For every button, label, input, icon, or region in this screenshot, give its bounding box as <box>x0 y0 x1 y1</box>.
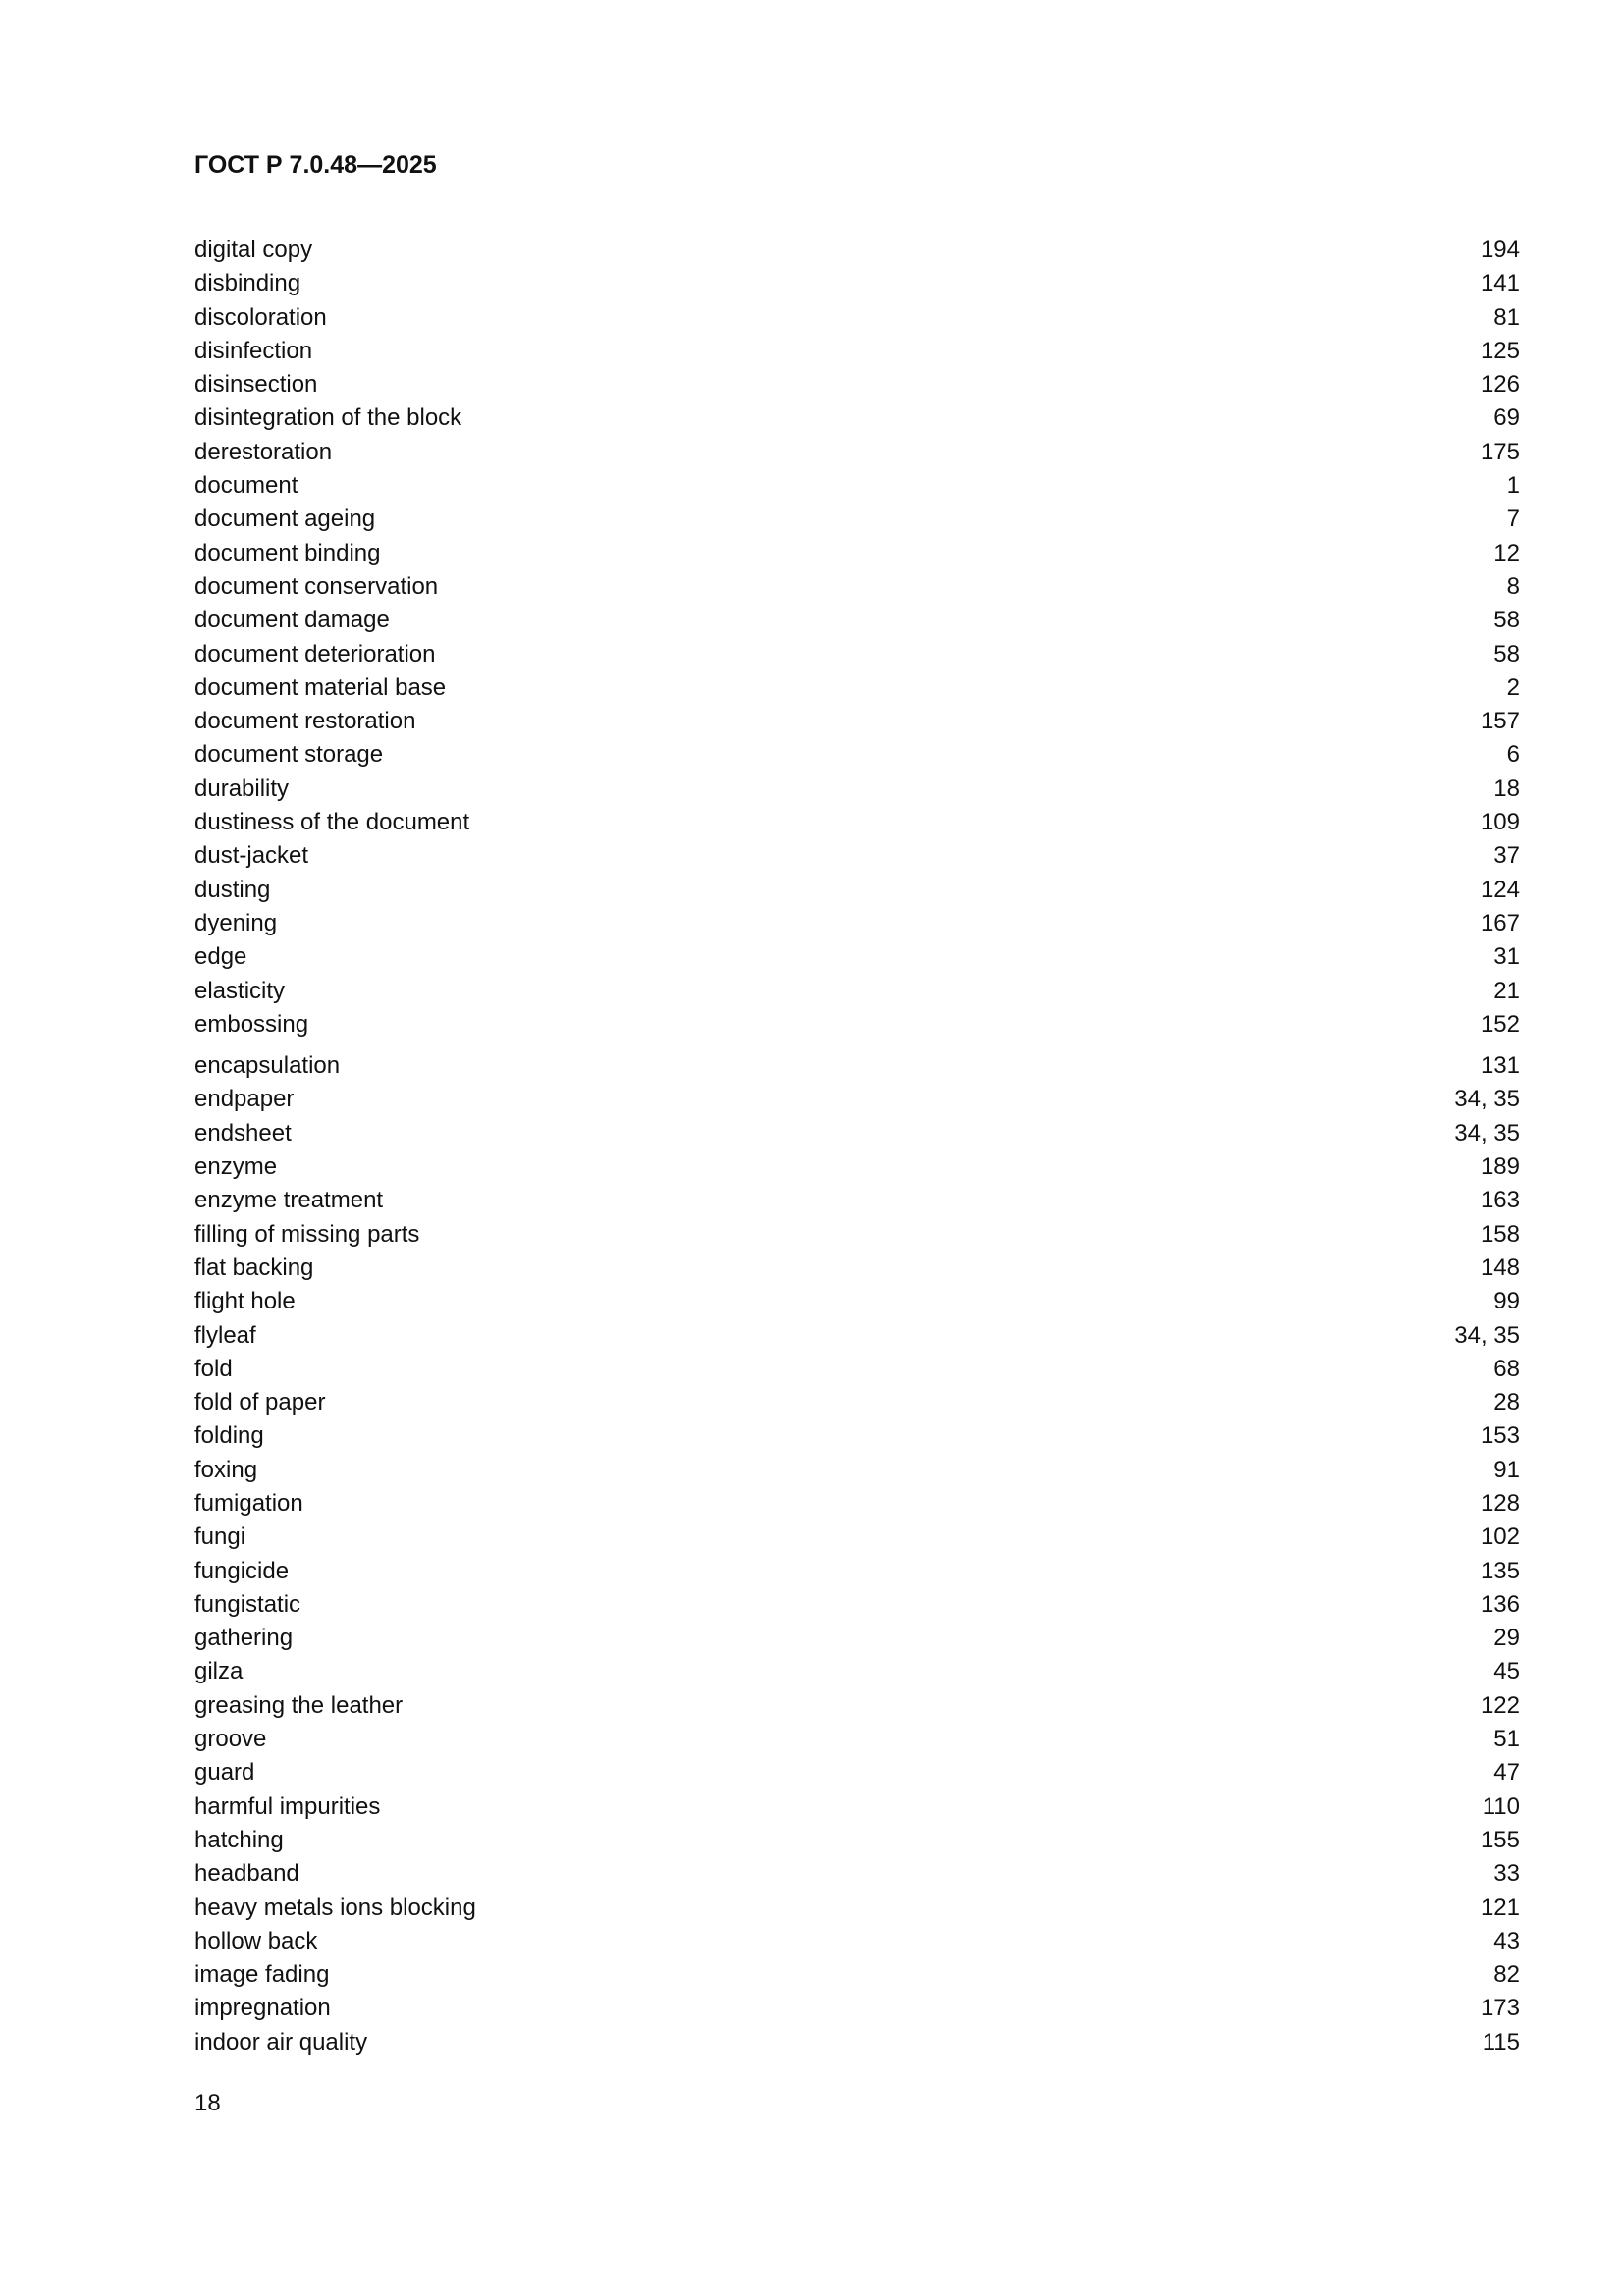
index-entry <box>194 874 1520 907</box>
index-entry <box>194 604 1520 637</box>
index-term-number: 102 <box>1480 1523 1520 1551</box>
index-entry <box>194 1049 1520 1083</box>
index-entry <box>194 940 1520 974</box>
index-term-number: 189 <box>1480 1153 1520 1181</box>
index-entry <box>194 1958 1520 1992</box>
index-entry <box>194 1184 1520 1217</box>
index-term: endpaper <box>194 1086 295 1113</box>
index-term-number: 12 <box>1493 539 1520 566</box>
index-term: flight hole <box>194 1288 296 1315</box>
index-term: document restoration <box>194 708 416 735</box>
index-entry <box>194 1353 1520 1386</box>
index-term-number: 51 <box>1493 1726 1520 1753</box>
index-term-number: 194 <box>1480 237 1520 263</box>
index-entry <box>194 234 1520 267</box>
index-term: discoloration <box>194 303 327 331</box>
index-entry <box>194 907 1520 940</box>
index-term-number: 163 <box>1480 1187 1520 1214</box>
index-term: guard <box>194 1759 255 1787</box>
index-term-number: 128 <box>1480 1489 1520 1517</box>
index-term-number: 152 <box>1480 1010 1520 1038</box>
index-term-number: 82 <box>1493 1961 1520 1989</box>
index-entry <box>194 503 1520 536</box>
index-term: disintegration of the block <box>194 404 462 432</box>
index-term-number: 81 <box>1493 303 1520 331</box>
index-term-number: 153 <box>1480 1422 1520 1450</box>
index-entry <box>194 638 1520 671</box>
index-term: digital copy <box>194 237 313 263</box>
index-term: enzyme treatment <box>194 1187 384 1214</box>
index-term: disinfection <box>194 337 313 364</box>
index-entry <box>194 1008 1520 1041</box>
index-entry <box>194 1723 1520 1756</box>
index-entry <box>194 1892 1520 1925</box>
index-entry <box>194 1285 1520 1318</box>
index-entry <box>194 1824 1520 1857</box>
index-term-number: 29 <box>1493 1625 1520 1652</box>
index-entry <box>194 1925 1520 1958</box>
index-term: hollow back <box>194 1927 318 1954</box>
index-term: endsheet <box>194 1119 292 1147</box>
index-entry <box>194 1588 1520 1622</box>
index-term-number: 141 <box>1480 270 1520 297</box>
index-entry <box>194 738 1520 772</box>
index-term-number: 68 <box>1493 1355 1520 1382</box>
term-index-list <box>194 234 1520 2059</box>
index-term-number: 28 <box>1493 1389 1520 1416</box>
index-entry <box>194 1622 1520 1655</box>
index-term-number: 45 <box>1493 1658 1520 1685</box>
index-term-number: 21 <box>1493 977 1520 1004</box>
index-entry <box>194 368 1520 401</box>
index-entry <box>194 1689 1520 1723</box>
index-term: fungicide <box>194 1557 290 1584</box>
index-term: harmful impurities <box>194 1792 381 1820</box>
index-term: document storage <box>194 741 384 769</box>
index-entry <box>194 671 1520 705</box>
index-term-number: 34, 35 <box>1454 1086 1520 1113</box>
index-term: flat backing <box>194 1254 314 1281</box>
index-term: fold of paper <box>194 1389 326 1416</box>
index-term: dust-jacket <box>194 842 309 870</box>
index-term: fungistatic <box>194 1590 301 1618</box>
index-entry <box>194 1419 1520 1453</box>
index-term-number: 173 <box>1480 1995 1520 2022</box>
index-entry <box>194 301 1520 335</box>
index-term: dusting <box>194 876 271 903</box>
index-entry <box>194 335 1520 368</box>
document-header <box>194 147 437 183</box>
index-term-number: 7 <box>1506 506 1520 533</box>
index-term-number: 1 <box>1506 472 1520 500</box>
index-term-number: 8 <box>1506 572 1520 600</box>
index-term: gilza <box>194 1658 244 1685</box>
index-term: indoor air quality <box>194 2028 368 2056</box>
index-term: edge <box>194 943 247 971</box>
index-entry <box>194 1521 1520 1554</box>
index-term-number: 69 <box>1493 404 1520 432</box>
index-entry <box>194 1252 1520 1285</box>
index-term: heavy metals ions blocking <box>194 1894 476 1921</box>
index-term-number: 124 <box>1480 876 1520 903</box>
index-term: impregnation <box>194 1995 331 2022</box>
index-entry <box>194 1386 1520 1419</box>
page-number: 18 <box>194 2090 221 2116</box>
index-term-number: 135 <box>1480 1557 1520 1584</box>
index-term-number: 125 <box>1480 337 1520 364</box>
index-entry <box>194 1150 1520 1184</box>
index-term: folding <box>194 1422 264 1450</box>
index-entry <box>194 1857 1520 1891</box>
index-term: derestoration <box>194 438 333 465</box>
index-term-number: 43 <box>1493 1927 1520 1954</box>
index-entry <box>194 773 1520 806</box>
index-term: document material base <box>194 673 447 701</box>
index-entry <box>194 1992 1520 2025</box>
index-term-number: 148 <box>1480 1254 1520 1281</box>
index-term: fungi <box>194 1523 246 1551</box>
index-term-number: 2 <box>1506 673 1520 701</box>
index-term-number: 58 <box>1493 607 1520 634</box>
index-term-number: 167 <box>1480 909 1520 936</box>
index-term: headband <box>194 1860 299 1888</box>
index-term: disinsection <box>194 371 318 399</box>
index-term-number: 37 <box>1493 842 1520 870</box>
index-entry <box>194 1218 1520 1252</box>
index-entry <box>194 2026 1520 2059</box>
index-term-number: 47 <box>1493 1759 1520 1787</box>
index-entry <box>194 1454 1520 1487</box>
index-entry <box>194 436 1520 469</box>
index-term-number: 91 <box>1493 1456 1520 1483</box>
index-term: image fading <box>194 1961 330 1989</box>
index-term-number: 136 <box>1480 1590 1520 1618</box>
index-term-number: 110 <box>1482 1792 1520 1820</box>
index-term: flyleaf <box>194 1321 256 1349</box>
index-entry <box>194 975 1520 1008</box>
index-term-number: 131 <box>1480 1052 1520 1080</box>
index-term-number: 155 <box>1480 1826 1520 1853</box>
index-term: durability <box>194 774 290 802</box>
index-entry <box>194 1655 1520 1688</box>
index-term: document deterioration <box>194 640 436 667</box>
index-entry <box>194 1487 1520 1521</box>
index-term: fold <box>194 1355 233 1382</box>
index-term-number: 115 <box>1482 2028 1520 2056</box>
index-entry <box>194 570 1520 604</box>
index-term: gathering <box>194 1625 294 1652</box>
index-term-number: 18 <box>1493 774 1520 802</box>
index-entry <box>194 1790 1520 1824</box>
index-term: disbinding <box>194 270 301 297</box>
index-term-number: 175 <box>1480 438 1520 465</box>
index-entry <box>194 1083 1520 1116</box>
index-entry <box>194 267 1520 300</box>
index-entry <box>194 705 1520 738</box>
index-entry <box>194 806 1520 839</box>
index-term: fumigation <box>194 1489 303 1517</box>
index-term: encapsulation <box>194 1052 341 1080</box>
index-term: elasticity <box>194 977 286 1004</box>
index-term: dyening <box>194 909 278 936</box>
index-term-number: 99 <box>1493 1288 1520 1315</box>
index-entry <box>194 1319 1520 1353</box>
index-term-number: 33 <box>1493 1860 1520 1888</box>
index-term: document conservation <box>194 572 439 600</box>
index-term: document ageing <box>194 506 376 533</box>
index-entry <box>194 1756 1520 1789</box>
index-entry <box>194 1555 1520 1588</box>
index-term: document binding <box>194 539 381 566</box>
index-term-number: 109 <box>1480 809 1520 836</box>
index-term-number: 122 <box>1480 1691 1520 1719</box>
index-term-number: 121 <box>1480 1894 1520 1921</box>
index-term-number: 58 <box>1493 640 1520 667</box>
index-term-number: 158 <box>1480 1220 1520 1248</box>
index-term-number: 6 <box>1506 741 1520 769</box>
index-term: greasing the leather <box>194 1691 404 1719</box>
index-term: embossing <box>194 1010 309 1038</box>
index-term: document damage <box>194 607 390 634</box>
index-term-number: 34, 35 <box>1454 1119 1520 1147</box>
index-term: foxing <box>194 1456 258 1483</box>
index-entry <box>194 537 1520 570</box>
index-term: groove <box>194 1726 267 1753</box>
index-entry <box>194 1117 1520 1150</box>
index-entry <box>194 839 1520 873</box>
index-term: hatching <box>194 1826 284 1853</box>
index-term-number: 34, 35 <box>1454 1321 1520 1349</box>
index-term: dustiness of the document <box>194 809 470 836</box>
index-term-number: 31 <box>1493 943 1520 971</box>
index-term-number: 126 <box>1480 371 1520 399</box>
index-entry <box>194 401 1520 435</box>
index-term-number: 157 <box>1480 708 1520 735</box>
index-term: filling of missing parts <box>194 1220 420 1248</box>
standard-title: ГОСТ Р 7.0.48—2025 <box>194 151 437 179</box>
index-term: enzyme <box>194 1153 278 1181</box>
index-term: document <box>194 472 298 500</box>
index-entry <box>194 469 1520 503</box>
